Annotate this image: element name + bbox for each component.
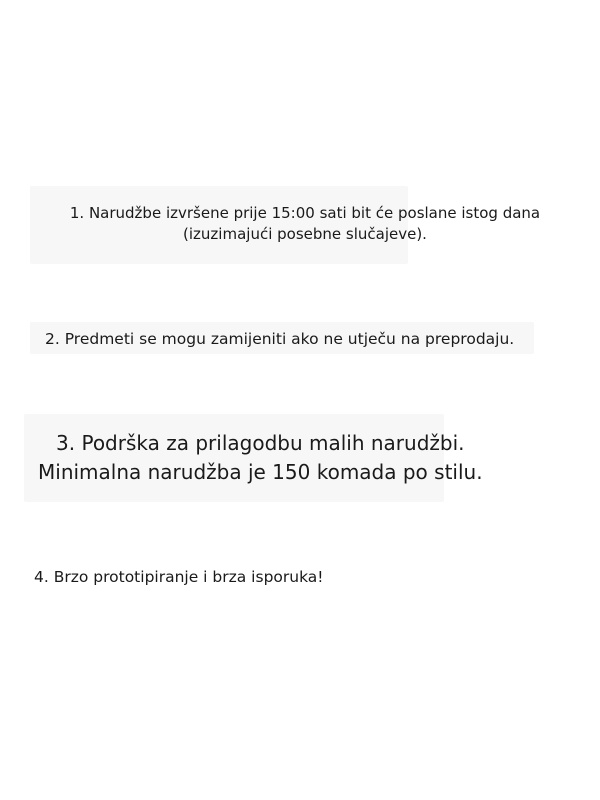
customization-note-line-2: Minimalna narudžba je 150 komada po stilu. <box>38 460 483 484</box>
shipping-note-line-2: (izuzimajući posebne slučajeve). <box>183 225 427 243</box>
exchange-note <box>45 329 514 349</box>
prototyping-note <box>34 567 324 587</box>
customization-note <box>38 429 483 487</box>
shipping-note-line-1: 1. Narudžbe izvršene prije 15:00 sati bit će poslane istog dana <box>69 204 541 222</box>
customization-note-line-1: 3. Podrška za prilagodbu malih narudžbi. <box>56 431 465 455</box>
exchange-note-line-1: 2. Predmeti se mogu zamijeniti ako ne utječu na preprodaju. <box>45 330 515 348</box>
shipping-note <box>0 203 600 245</box>
prototyping-note-line-1: 4. Brzo prototipiranje i brza isporuka! <box>34 568 324 586</box>
